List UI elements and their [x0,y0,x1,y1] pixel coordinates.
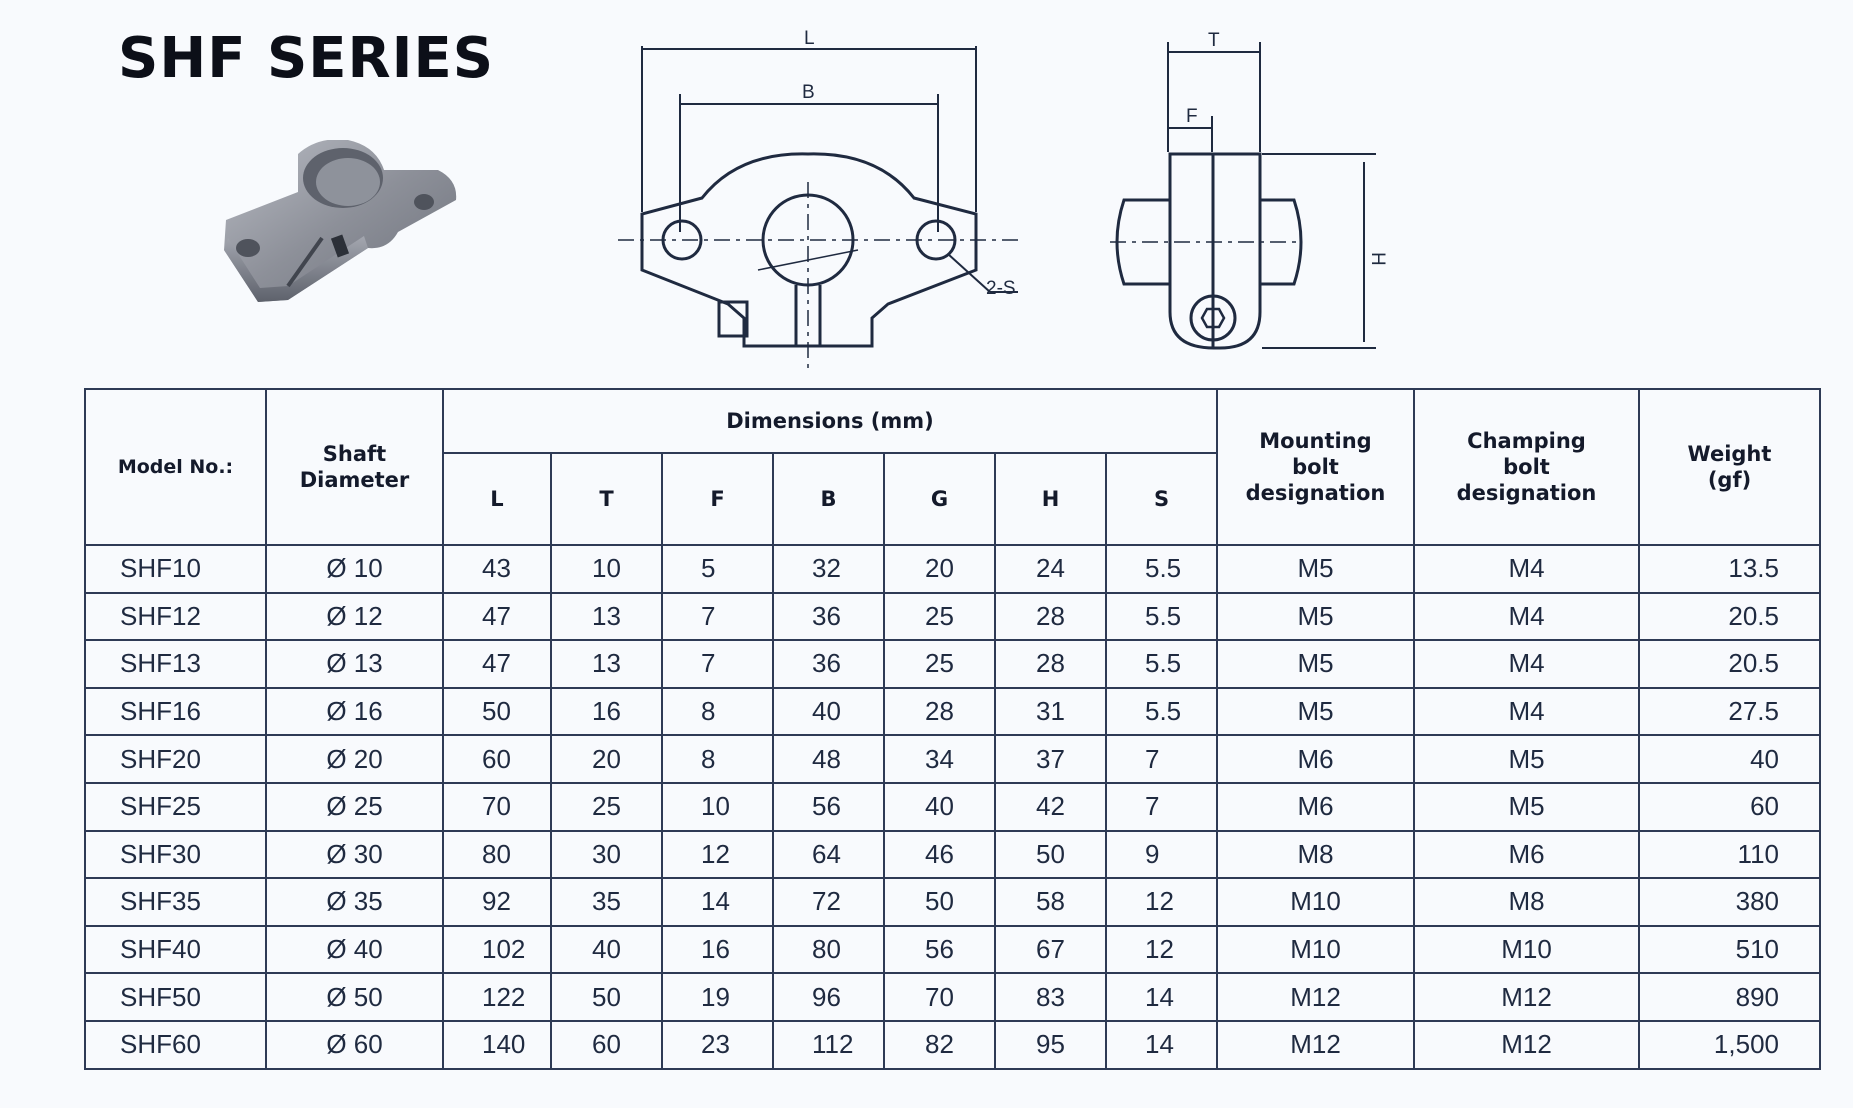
cell-b: 40 [773,688,884,736]
cell-s: 9 [1106,831,1217,879]
cell-f: 19 [662,973,773,1021]
cell-mount: M5 [1217,688,1414,736]
header-dim-T: T [551,453,662,545]
cell-model: SHF13 [85,640,266,688]
cell-t: 40 [551,926,662,974]
cell-mount: M12 [1217,1021,1414,1069]
table-body [85,545,1820,1069]
header-shaft-diameter: Shaft Diameter [266,389,443,545]
cell-s: 12 [1106,878,1217,926]
cell-l: 50 [443,688,551,736]
cell-clamp: M4 [1414,593,1639,641]
header-dim-L: L [443,453,551,545]
cell-b: 64 [773,831,884,879]
cell-g: 56 [884,926,995,974]
header-dim-S: S [1106,453,1217,545]
cell-shaft: Ø 16 [266,688,443,736]
cell-b: 112 [773,1021,884,1069]
shaft-support-photo [218,140,468,310]
cell-l: 122 [443,973,551,1021]
cell-f: 5 [662,545,773,593]
page-title: SHF SERIES [118,26,495,91]
dim-label-H: H [1367,252,1388,266]
cell-t: 20 [551,735,662,783]
cell-g: 25 [884,593,995,641]
cell-t: 10 [551,545,662,593]
table-row [85,878,1820,926]
cell-clamp: M4 [1414,545,1639,593]
cell-s: 5.5 [1106,688,1217,736]
cell-shaft: Ø 13 [266,640,443,688]
cell-f: 23 [662,1021,773,1069]
cell-shaft: Ø 40 [266,926,443,974]
cell-weight: 1,500 [1639,1021,1820,1069]
cell-model: SHF16 [85,688,266,736]
dim-label-T: T [1208,30,1220,51]
header-dim-F: F [662,453,773,545]
table-row [85,688,1820,736]
cell-g: 25 [884,640,995,688]
specification-table [84,388,1821,1070]
cell-s: 5.5 [1106,545,1217,593]
cell-t: 25 [551,783,662,831]
header-dim-B: B [773,453,884,545]
cell-g: 46 [884,831,995,879]
cell-weight: 110 [1639,831,1820,879]
table-row [85,640,1820,688]
cell-l: 43 [443,545,551,593]
cell-f: 8 [662,735,773,783]
side-view-drawing [1110,22,1410,362]
dim-label-2S: 2-S [986,278,1016,299]
cell-mount: M8 [1217,831,1414,879]
dim-label-B: B [802,82,815,103]
cell-h: 58 [995,878,1106,926]
cell-t: 30 [551,831,662,879]
cell-mount: M10 [1217,926,1414,974]
cell-t: 13 [551,640,662,688]
cell-shaft: Ø 50 [266,973,443,1021]
cell-s: 5.5 [1106,593,1217,641]
cell-weight: 27.5 [1639,688,1820,736]
cell-shaft: Ø 20 [266,735,443,783]
cell-h: 31 [995,688,1106,736]
cell-t: 60 [551,1021,662,1069]
cell-b: 48 [773,735,884,783]
cell-shaft: Ø 10 [266,545,443,593]
table-row [85,735,1820,783]
cell-s: 5.5 [1106,640,1217,688]
cell-g: 82 [884,1021,995,1069]
cell-clamp: M5 [1414,735,1639,783]
cell-clamp: M4 [1414,688,1639,736]
cell-weight: 40 [1639,735,1820,783]
cell-clamp: M12 [1414,1021,1639,1069]
cell-clamp: M12 [1414,973,1639,1021]
cell-clamp: M10 [1414,926,1639,974]
cell-b: 56 [773,783,884,831]
cell-shaft: Ø 12 [266,593,443,641]
cell-s: 14 [1106,973,1217,1021]
cell-l: 80 [443,831,551,879]
cell-shaft: Ø 30 [266,831,443,879]
cell-weight: 60 [1639,783,1820,831]
cell-g: 34 [884,735,995,783]
cell-model: SHF35 [85,878,266,926]
cell-l: 47 [443,593,551,641]
cell-h: 50 [995,831,1106,879]
cell-b: 96 [773,973,884,1021]
table-row [85,973,1820,1021]
cell-model: SHF25 [85,783,266,831]
table-row [85,593,1820,641]
cell-clamp: M8 [1414,878,1639,926]
cell-l: 140 [443,1021,551,1069]
cell-t: 13 [551,593,662,641]
cell-clamp: M5 [1414,783,1639,831]
cell-f: 14 [662,878,773,926]
cell-h: 67 [995,926,1106,974]
cell-weight: 380 [1639,878,1820,926]
table-row [85,1021,1820,1069]
cell-mount: M5 [1217,640,1414,688]
cell-f: 12 [662,831,773,879]
cell-shaft: Ø 25 [266,783,443,831]
cell-s: 14 [1106,1021,1217,1069]
cell-t: 50 [551,973,662,1021]
cell-model: SHF60 [85,1021,266,1069]
cell-model: SHF10 [85,545,266,593]
cell-g: 50 [884,878,995,926]
cell-f: 8 [662,688,773,736]
cell-mount: M5 [1217,593,1414,641]
cell-mount: M6 [1217,783,1414,831]
header-mounting-bolt: Mounting bolt designation [1217,389,1414,545]
cell-t: 16 [551,688,662,736]
header-clamping-bolt: Champing bolt designation [1414,389,1639,545]
cell-model: SHF20 [85,735,266,783]
cell-h: 95 [995,1021,1106,1069]
front-view-drawing [618,22,1038,382]
cell-model: SHF50 [85,973,266,1021]
table-row [85,545,1820,593]
header-model: Model No.: [85,389,266,545]
cell-mount: M10 [1217,878,1414,926]
cell-f: 7 [662,593,773,641]
cell-g: 40 [884,783,995,831]
cell-model: SHF30 [85,831,266,879]
header-weight: Weight (gf) [1639,389,1820,545]
cell-b: 36 [773,640,884,688]
cell-mount: M5 [1217,545,1414,593]
cell-h: 28 [995,593,1106,641]
cell-l: 102 [443,926,551,974]
cell-g: 20 [884,545,995,593]
cell-s: 12 [1106,926,1217,974]
cell-s: 7 [1106,735,1217,783]
cell-weight: 20.5 [1639,640,1820,688]
cell-weight: 20.5 [1639,593,1820,641]
header-dimensions: Dimensions (mm) [443,389,1217,453]
cell-model: SHF40 [85,926,266,974]
cell-clamp: M4 [1414,640,1639,688]
cell-h: 37 [995,735,1106,783]
cell-l: 60 [443,735,551,783]
cell-clamp: M6 [1414,831,1639,879]
table-row [85,783,1820,831]
cell-h: 83 [995,973,1106,1021]
cell-mount: M6 [1217,735,1414,783]
cell-shaft: Ø 35 [266,878,443,926]
cell-g: 28 [884,688,995,736]
dim-label-L: L [804,28,815,49]
cell-b: 36 [773,593,884,641]
cell-f: 16 [662,926,773,974]
cell-shaft: Ø 60 [266,1021,443,1069]
cell-h: 28 [995,640,1106,688]
header-dim-G: G [884,453,995,545]
cell-l: 92 [443,878,551,926]
cell-b: 32 [773,545,884,593]
cell-f: 10 [662,783,773,831]
cell-h: 24 [995,545,1106,593]
dim-label-F: F [1186,106,1198,127]
cell-mount: M12 [1217,973,1414,1021]
cell-weight: 510 [1639,926,1820,974]
table-row [85,926,1820,974]
cell-f: 7 [662,640,773,688]
table-row [85,831,1820,879]
cell-model: SHF12 [85,593,266,641]
cell-s: 7 [1106,783,1217,831]
cell-l: 47 [443,640,551,688]
cell-weight: 890 [1639,973,1820,1021]
header-dim-H: H [995,453,1106,545]
cell-l: 70 [443,783,551,831]
cell-b: 72 [773,878,884,926]
cell-t: 35 [551,878,662,926]
cell-weight: 13.5 [1639,545,1820,593]
cell-b: 80 [773,926,884,974]
cell-h: 42 [995,783,1106,831]
cell-g: 70 [884,973,995,1021]
